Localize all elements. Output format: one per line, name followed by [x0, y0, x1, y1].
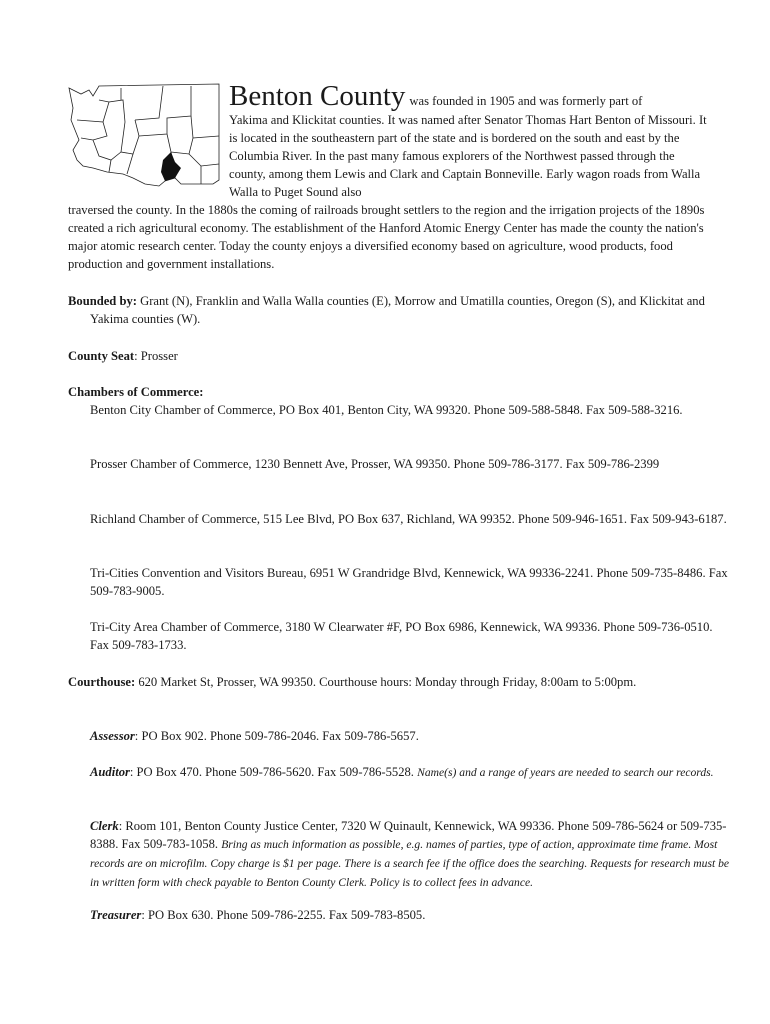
chamber-item: Tri-Cities Convention and Visitors Bureau, 6951 W Grandridge Blvd, Kennewick, WA 99336-2241. Phone 509-735-8486. Fax 509-783-9005. [90, 566, 728, 598]
chambers-label: Chambers of Commerce: [68, 385, 204, 399]
intro-paragraph-full: traversed the county. In the 1880s the coming of railroads brought settlers to the region and the irrigation projects of the 1890s created a rich agricultural economy. The establishment of the Hanford Atomic Energy Center has made the county the nation's major atomic research center. Today the county enjoys a diversified economy based on agriculture, wood products, food production and government installations. [68, 203, 705, 271]
treasurer-section [68, 906, 734, 924]
treasurer-label: Treasurer [90, 908, 142, 922]
courthouse-label: Courthouse: [68, 675, 136, 689]
intro-first-line: was founded in 1905 and was formerly part of [409, 94, 643, 108]
bounded-by-section [68, 292, 734, 328]
bounded-by-label: Bounded by: [68, 294, 137, 308]
clerk-text: : Room 101, Benton County Justice Center, 7320 W Quinault, Kennewick, WA 99336. Phone 509-786-5624 or 509-735-8388. Fax 509-783-1058. [90, 819, 727, 851]
clerk-section [68, 817, 734, 892]
clerk-label: Clerk [90, 819, 119, 833]
auditor-note: Name(s) and a range of years are needed to search our records. [417, 766, 714, 779]
auditor-text: : PO Box 470. Phone 509-786-5620. Fax 509-786-5528. [129, 765, 414, 779]
title-line [229, 80, 709, 112]
county-title: Benton County [229, 80, 406, 112]
treasurer-text: : PO Box 630. Phone 509-786-2255. Fax 509-783-8505. [141, 908, 426, 922]
county-seat-label: County Seat [68, 349, 135, 363]
county-seat-text: : Prosser [134, 349, 178, 363]
chamber-item: Prosser Chamber of Commerce, 1230 Bennett Ave, Prosser, WA 99350. Phone 509-786-3177. Fax 509-786-2399 [90, 457, 660, 471]
benton-county-highlight [161, 152, 181, 181]
county-seat-section [68, 347, 712, 365]
auditor-section [68, 763, 734, 782]
bounded-by-text: Grant (N), Franklin and Walla Walla counties (E), Morrow and Umatilla counties, Oregon (S), and Klickitat and Yakima counties (W). [90, 294, 705, 326]
assessor-section [68, 727, 734, 745]
intro-paragraph-wrap: Yakima and Klickitat counties. It was named after Senator Thomas Hart Benton of Missouri. It is located in the southeastern part of the state and is bordered on the south and east by the Columbia River. In the past many famous explorers of the Northwest passed through the county, among them Lewis and Clark and Captain Bonneville. Early wagon roads from Walla Walla to Puget Sound also [229, 113, 707, 199]
chamber-item: Tri-City Area Chamber of Commerce, 3180 W Clearwater #F, PO Box 6986, Kennewick, WA 99336. Phone 509-736-0510. Fax 509-783-1733. [90, 620, 713, 652]
auditor-label: Auditor [90, 765, 130, 779]
assessor-text: : PO Box 902. Phone 509-786-2046. Fax 509-786-5657. [134, 729, 419, 743]
chamber-item: Richland Chamber of Commerce, 515 Lee Blvd, PO Box 637, Richland, WA 99352. Phone 509-946-1651. Fax 509-943-6187. [90, 512, 727, 526]
clerk-note: Bring as much information as possible, e.g. names of parties, type of action, approximate time frame. Most records are on microfilm. Copy charge is $1 per page. There is a search fee if the office does the searching. Requests for research must be in written form with check payable to Benton County Clerk. Policy is to collect fees in advance. [90, 838, 730, 889]
chamber-item: Benton City Chamber of Commerce, PO Box 401, Benton City, WA 99320. Phone 509-588-5848. Fax 509-588-3216. [90, 403, 683, 417]
courthouse-text: 620 Market St, Prosser, WA 99350. Courthouse hours: Monday through Friday, 8:00am to 5:00pm. [138, 675, 637, 689]
state-outline [69, 84, 219, 186]
washington-county-map [63, 80, 223, 192]
assessor-label: Assessor [90, 729, 135, 743]
courthouse-section [68, 673, 712, 691]
